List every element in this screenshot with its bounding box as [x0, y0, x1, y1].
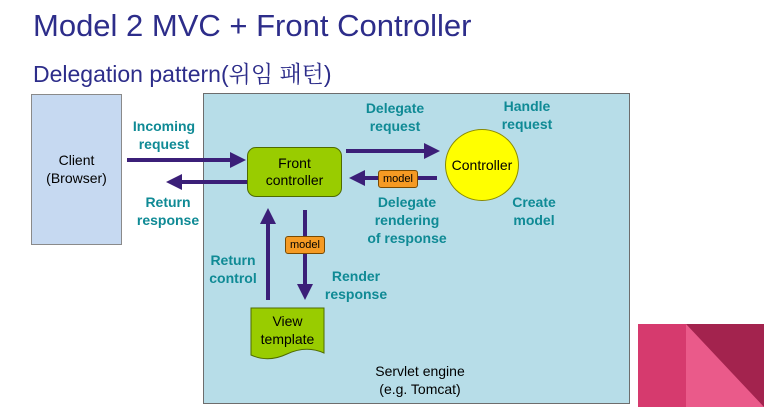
- handle-request-label: Handle request: [501, 98, 553, 133]
- servlet-engine-label: Servlet engine (e.g. Tomcat): [375, 363, 465, 397]
- view-template-label: View template: [260, 313, 315, 347]
- create-model-label: Create model: [512, 194, 556, 229]
- return-response-label: Return response: [136, 194, 200, 229]
- return-control-label: Return control: [209, 252, 257, 287]
- model-box-vertical: model: [285, 236, 325, 254]
- delegate-rendering-label: Delegate rendering of response: [367, 194, 447, 247]
- front-controller-box: Front controller: [247, 147, 342, 197]
- model-box-horizontal: model: [378, 170, 418, 188]
- page-subtitle: Delegation pattern(위임 패턴): [33, 61, 332, 87]
- page-title: Model 2 MVC + Front Controller: [33, 8, 472, 43]
- incoming-request-label: Incoming request: [132, 118, 196, 153]
- corner-decoration: [638, 324, 764, 407]
- render-response-label: Render response: [324, 268, 388, 303]
- client-browser-box: Client (Browser): [31, 94, 122, 245]
- delegate-request-label: Delegate request: [365, 100, 425, 135]
- controller-circle: Controller: [445, 129, 519, 201]
